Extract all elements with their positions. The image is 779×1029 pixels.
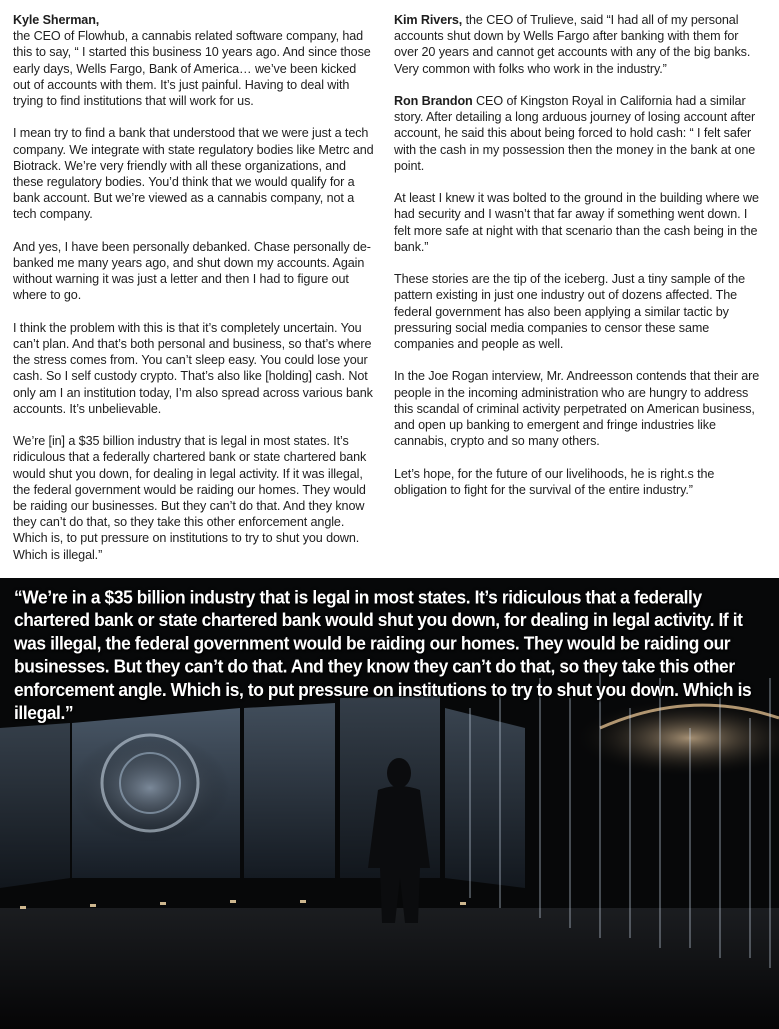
screen-wall (0, 696, 525, 888)
paragraph: I mean try to find a bank that understood that we were just a tech company. We integrate with state regulatory bodies like Metrc and Biotrack. We’re very friendly with all these organizations, and these regulatory bodies. You’d think that we would qualify for a bank account. But we’re viewed as a cannabis company, not a tech company. (13, 126, 374, 222)
article-column-right (394, 12, 760, 498)
paragraph (394, 12, 760, 77)
paragraph: We’re [in] a $35 billion industry that is legal in most states. It’s ridiculous that a federally chartered bank or state chartered bank would shut you down, for dealing in legal activity. If it was illegal, the federal government would be raiding our homes. They would be raiding our businesses. But they can’t do that. And they know they can’t do that, so they take this other enforcement angle. Which is, to put pressure on institutions to try to shut you down. Which is illegal.” (13, 434, 367, 562)
paragraph: At least I knew it was bolted to the ground in the building where we had security and I wasn’t that far away if something went down. I felt more safe at night with that scenario than the cash being in the bank.” (394, 191, 759, 254)
speaker-name-kyle-sherman: Kyle Sherman, (13, 13, 100, 27)
paragraph-text: CEO of Kingston Royal in California had a similar story. After detailing a long arduous journey of losing account after account, he said this about being forced to hold cash: “ I felt safer with the cash in my possession then the money in the bank at one point. (394, 94, 756, 173)
floor (0, 908, 779, 1029)
paragraph: I think the problem with this is that it’s completely uncertain. You can’t plan. And that’s both personal and business, so that’s where the stress comes from. You can’t sleep easy. You could lose your cash. So I self custody crypto. That’s also like [holding] cash. Not only am I an institution today, I’m also spread across various bank accounts. It’s unbelievable. (13, 320, 373, 416)
paragraph: Let’s hope, for the future of our livelihoods, he is right.s the obligation to fight for the survival of the entire industry.” (394, 466, 715, 497)
paragraph (394, 93, 760, 174)
speaker-name-ron-brandon: Ron Brandon (394, 94, 473, 108)
paragraph-text: the CEO of Trulieve, said “I had all of my personal accounts shut down by Wells Fargo after banking with them for over 20 years and cannot get accounts with any of the big banks. Very common with folks who work in the industry.” (394, 13, 751, 76)
paragraph: And yes, I have been personally debanked. Chase personally debanked me many years ago, and shut down my accounts. Again without warning it was just a letter and then I had to figure out where to go. (13, 239, 371, 303)
paragraph: the CEO of Flowhub, a cannabis related software company, had this to say, “ I started this business 10 years ago. And since those early days, Wells Fargo, Bank of America… we’ve been kicked out of accounts with them. It’s just painful. Having to deal with trying to find institutions that will work for us. (13, 29, 371, 109)
paragraph: In the Joe Rogan interview, Mr. Andreesson contends that their are people in the incoming administration who are hungry to address this scandal of criminal activity perpetrated on American business, and open up banking to emergent and fringe industries like cannabis, crypto and so many others. (394, 369, 760, 449)
hero-image (0, 578, 779, 1029)
article-column-left (13, 12, 375, 563)
hero-pull-quote: “We’re in a $35 billion industry that is legal in most states. It’s ridiculous that a federally chartered bank or state chartered bank would shut you down, for dealing in legal activity. If it was illegal, the federal government would be raiding our homes. They would be raiding our businesses. But they can’t do that. And they know they can’t do that, so they take this other enforcement angle. Which is, to put pressure on institutions to try to shut you down. Which is illegal.” (14, 586, 752, 724)
speaker-name-kim-rivers: Kim Rivers, (394, 13, 463, 27)
paragraph: These stories are the tip of the iceberg. Just a tiny sample of the pattern existing in just one industry out of dozens affected. The federal government has also been applying a similar tactic by pressuring social media companies to censor these same companies and people as well. (394, 272, 746, 352)
